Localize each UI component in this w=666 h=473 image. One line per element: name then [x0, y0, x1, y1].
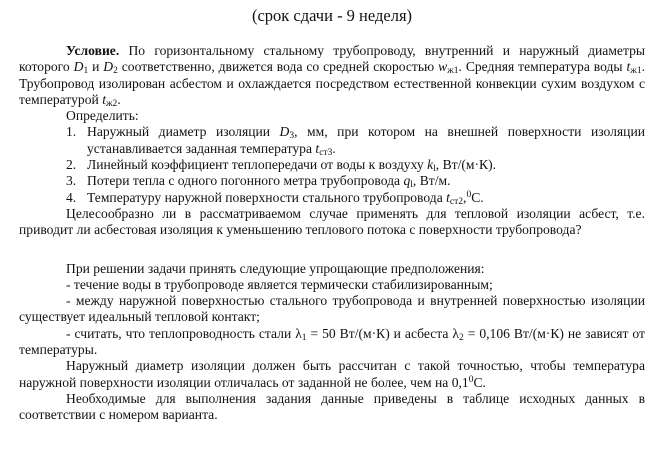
accuracy-paragraph: Наружный диаметр изоляции должен быть рассчитан с такой точностью, чтобы температура наружной поверхности изоляции отличалась от заданной не более, чем на $0,1^0С$.: [19, 358, 645, 390]
document-page: [19, 0, 645, 424]
deadline-header: (срок сдачи - 9 неделя): [251, 6, 413, 25]
assumption-3: - считать, что теплопроводность стали $\lambda_1 = 50$ Вт/(м·К) и асбеста $\lambda_2 = 0,106$ Вт/(м·К) не зависят от температуры.: [19, 325, 645, 358]
assumptions-intro: При решении задачи принять следующие упрощающие предположения:: [66, 260, 485, 276]
condition-label: Условие.: [66, 43, 120, 58]
spacer: [19, 239, 645, 261]
list-item: 3. Потери тепла с одного погонного метра трубопровода $q_l$, Вт/м.: [66, 173, 451, 191]
tasks-list: [19, 124, 645, 205]
list-item: 2. Линейный коэффициент теплопередачи от воды к воздуху $k_l$, Вт/(м·К).: [66, 157, 496, 175]
assumption-2: - между наружной поверхностью стального трубопровода и внутренней поверхностью изоляции существует идеальный тепловой контакт;: [19, 293, 645, 325]
list-item: 1. Наружный диаметр изоляции $D_3$, мм, при котором на внешней поверхности изоляции устанавливается заданная температура $t_{ст3}$.: [66, 124, 645, 158]
determine-label: Определить:: [66, 108, 139, 124]
list-item: 4. Температуру наружной поверхности стального трубопровода $t_{ст2},^0С$.: [66, 189, 484, 207]
question-paragraph: Целесообразно ли в рассматриваемом случае применять для тепловой изоляции асбест, т.е. приводит ли асбестовая изоляция к уменьшению теплового потока с поверхности трубопровода?: [19, 205, 645, 238]
footer-paragraph: Необходимые для выполнения задания данные приведены в таблице исходных данных в соответствии с номером варианта.: [19, 390, 645, 423]
condition-paragraph: Условие. По горизонтальному стальному трубопроводу, внутренний и наружный диаметры которого $D_1$ и $D_2$ соответственно, движется вода со средней скоростью $w_{ж1}$. Средняя температура воды $t_{ж1}$. Трубопровод изолирован асбестом и охлаждается посредством естественной конвекции сухим воздухом с температурой $t_{ж2}$.: [19, 43, 645, 109]
assumption-1: - течение воды в трубопроводе является термически стабилизированным;: [66, 276, 493, 292]
